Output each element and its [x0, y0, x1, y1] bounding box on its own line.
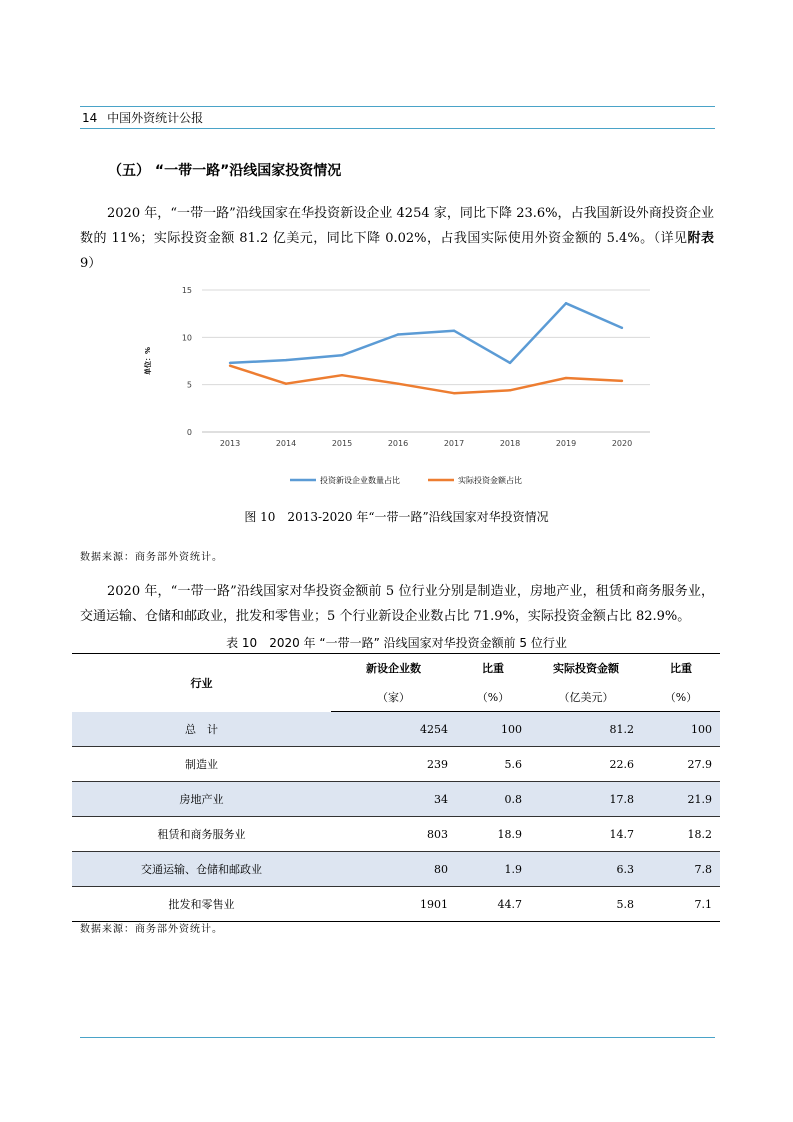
row-industry: 总 计	[72, 712, 331, 747]
footer-rule	[80, 1037, 715, 1038]
report-title: 中国外资统计公报	[107, 111, 204, 125]
table-title: 表 10 2020 年 “一带一路” 沿线国家对华投资金额前 5 位行业	[226, 636, 567, 650]
row-share-firms: 44.7	[456, 887, 530, 922]
row-firms: 803	[331, 817, 456, 852]
paragraph-tail: 9）	[80, 256, 102, 271]
row-amount: 6.3	[530, 852, 642, 887]
x-tick-label: 2014	[275, 439, 297, 448]
data-point	[341, 374, 343, 376]
x-tick-label: 2015	[331, 439, 353, 448]
row-amount: 81.2	[530, 712, 642, 747]
row-firms: 80	[331, 852, 456, 887]
header-share-investment: 比重	[642, 654, 720, 683]
x-tick-label: 2017	[443, 439, 465, 448]
table-row	[72, 712, 720, 747]
data-point	[285, 359, 287, 361]
paragraph-text: 2020 年，“一带一路”沿线国家在华投资新设企业 4254 家，同比下降 23.6%，占我国新设外商投资企业数的 11%；实际投资金额 81.2 亿美元，同比下降 0.02%，占我国实际使用外资金额的 5.4%。（详见	[80, 206, 714, 246]
data-point	[509, 362, 511, 364]
row-share-firms: 5.6	[456, 747, 530, 782]
header-industry: 行业	[72, 654, 331, 712]
data-source-note: 数据来源：商务部外资统计。	[80, 552, 223, 563]
row-share-amount: 18.2	[642, 817, 720, 852]
data-point	[621, 380, 623, 382]
legend-label: 投资新设企业数量占比	[320, 476, 400, 485]
figure-caption: 图 10 2013-2020 年“一带一路”沿线国家对华投资情况	[244, 510, 549, 524]
row-industry: 批发和零售业	[72, 887, 331, 922]
appendix-ref: 附表	[687, 231, 714, 246]
data-point	[341, 354, 343, 356]
row-share-amount: 27.9	[642, 747, 720, 782]
row-share-amount: 7.8	[642, 852, 720, 887]
data-point	[621, 327, 623, 329]
data-point	[453, 330, 455, 332]
data-point	[285, 383, 287, 385]
series-line-1	[230, 303, 622, 363]
y-tick-label: 10	[181, 333, 192, 343]
table-row	[72, 782, 720, 817]
row-industry: 制造业	[72, 747, 331, 782]
data-source-note: 数据来源：商务部外资统计。	[80, 924, 223, 935]
header-investment: 实际投资金额	[530, 654, 642, 683]
table-row	[72, 887, 720, 922]
data-point	[229, 362, 231, 364]
x-tick-label: 2018	[499, 439, 521, 448]
y-tick-label: 5	[186, 380, 192, 390]
series-line-2	[230, 366, 622, 394]
x-tick-label: 2019	[555, 439, 577, 448]
row-firms: 239	[331, 747, 456, 782]
y-axis-label: 单位：%	[144, 346, 152, 376]
table-row	[72, 852, 720, 887]
row-industry: 租赁和商务服务业	[72, 817, 331, 852]
data-point	[397, 333, 399, 335]
page-header	[82, 109, 209, 126]
header-bottom-rule	[80, 128, 715, 129]
data-point	[453, 392, 455, 394]
row-share-firms: 18.9	[456, 817, 530, 852]
row-share-firms: 0.8	[456, 782, 530, 817]
y-tick-label: 0	[186, 428, 192, 437]
unit-share-investment: （%）	[642, 682, 720, 712]
row-firms: 1901	[331, 887, 456, 922]
row-share-amount: 100	[642, 712, 720, 747]
x-tick-label: 2020	[611, 439, 633, 448]
data-point	[565, 302, 567, 304]
unit-share-firms: （%）	[456, 682, 530, 712]
x-tick-label: 2013	[219, 439, 241, 448]
row-firms: 34	[331, 782, 456, 817]
unit-new-firms: （家）	[331, 682, 456, 712]
data-point	[397, 383, 399, 385]
table-row	[72, 817, 720, 852]
data-point	[565, 377, 567, 379]
header-new-firms: 新设企业数	[331, 654, 456, 683]
row-amount: 22.6	[530, 747, 642, 782]
row-industry: 交通运输、仓储和邮政业	[72, 852, 331, 887]
table-row	[72, 747, 720, 782]
page-number: 14	[82, 111, 98, 125]
header-share-firms: 比重	[456, 654, 530, 683]
row-share-amount: 7.1	[642, 887, 720, 922]
data-point	[509, 389, 511, 391]
paragraph-belt-road-overview	[80, 201, 714, 276]
unit-investment: （亿美元）	[530, 682, 642, 712]
legend-label: 实际投资金额占比	[458, 476, 522, 485]
line-chart	[140, 280, 660, 490]
industry-table	[72, 653, 720, 922]
row-share-firms: 100	[456, 712, 530, 747]
row-firms: 4254	[331, 712, 456, 747]
row-industry: 房地产业	[72, 782, 331, 817]
row-amount: 5.8	[530, 887, 642, 922]
y-tick-label: 15	[181, 286, 192, 295]
x-tick-label: 2016	[387, 439, 409, 448]
row-share-firms: 1.9	[456, 852, 530, 887]
paragraph-top-industries: 2020 年，“一带一路”沿线国家对华投资金额前 5 位行业分别是制造业，房地产业，租赁和商务服务业，交通运输、仓储和邮政业，批发和零售业；5 个行业新设企业数占比 71.9%，实际投资金额占比 82.9%。	[80, 584, 714, 624]
header-top-rule	[80, 106, 715, 107]
row-amount: 14.7	[530, 817, 642, 852]
section-title: （五） “一带一路”沿线国家投资情况	[108, 163, 342, 179]
row-share-amount: 21.9	[642, 782, 720, 817]
data-point	[229, 365, 231, 367]
row-amount: 17.8	[530, 782, 642, 817]
